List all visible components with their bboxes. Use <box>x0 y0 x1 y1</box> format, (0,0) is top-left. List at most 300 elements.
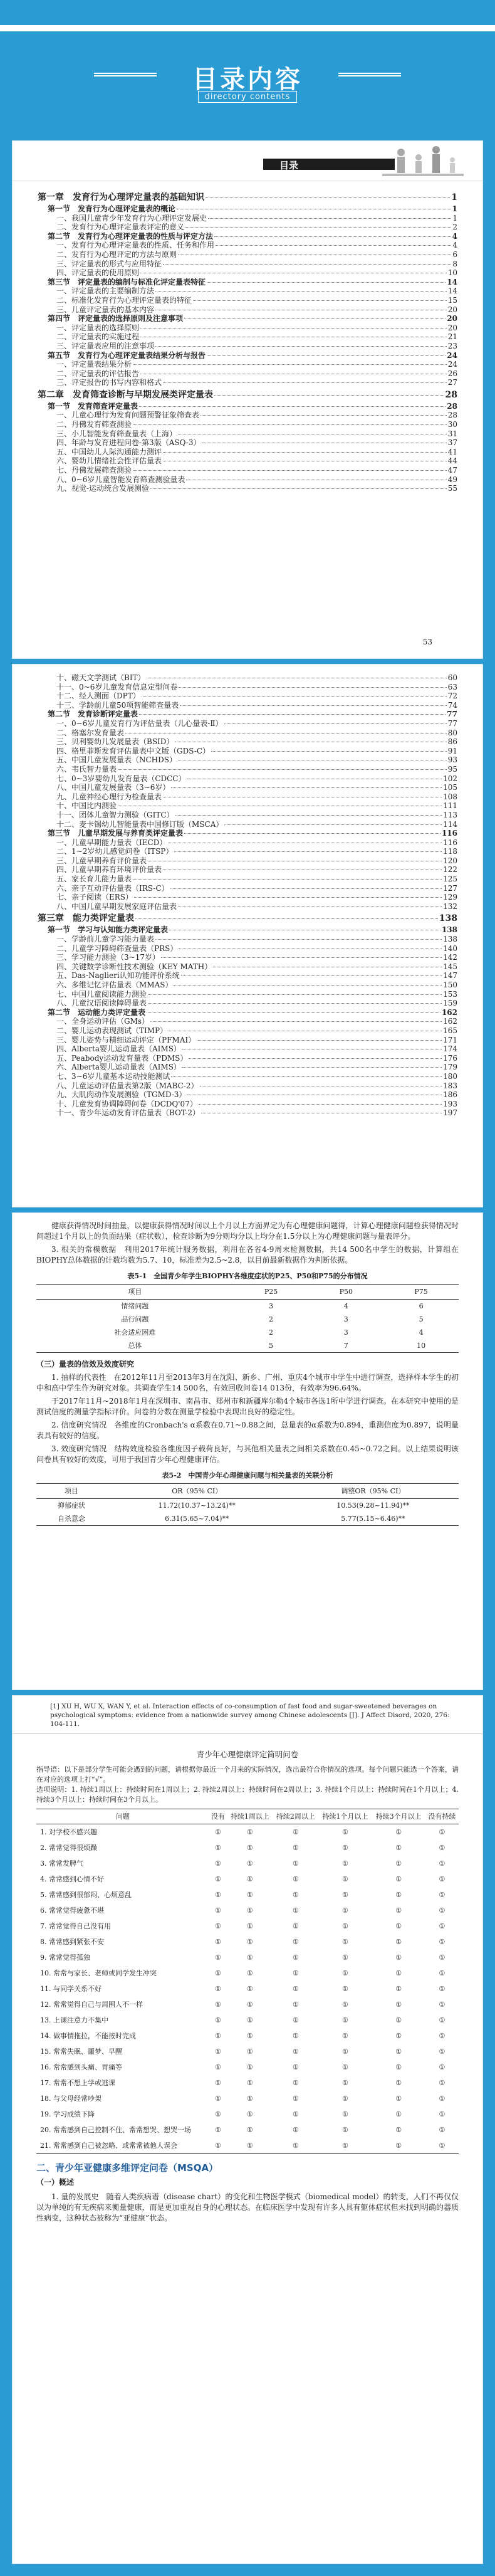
answer-option[interactable]: ① <box>292 1875 299 1883</box>
toc-dot-leader <box>206 197 450 198</box>
answer-option[interactable]: ① <box>439 1828 446 1836</box>
toc-entry-page: 77 <box>447 710 457 719</box>
answer-option[interactable]: ① <box>439 1969 446 1977</box>
answer-option[interactable]: ① <box>246 1953 253 1962</box>
answer-option[interactable]: ① <box>215 2032 221 2040</box>
table-cell: 品行问题 <box>121 1315 149 1323</box>
toc-dot-leader <box>185 227 451 228</box>
answer-option[interactable]: ① <box>292 1985 299 1993</box>
answer-option[interactable]: ① <box>439 2000 446 2009</box>
toc-entry[interactable] <box>38 475 457 485</box>
toc-entry[interactable] <box>38 429 457 439</box>
toc-entry-page: 74 <box>447 700 457 710</box>
answer-option[interactable]: ① <box>395 1922 402 1930</box>
page-number: 53 <box>422 638 432 647</box>
toc-dot-leader <box>224 723 447 724</box>
answer-option[interactable]: ① <box>292 2079 299 2087</box>
toc-entry[interactable] <box>38 971 457 980</box>
answer-option[interactable]: ① <box>246 2126 253 2134</box>
questionnaire-row <box>36 2122 459 2138</box>
answer-option[interactable]: ① <box>342 1985 348 1993</box>
toc-entry[interactable] <box>38 342 457 351</box>
answer-option[interactable]: ① <box>342 1875 348 1883</box>
toc-entry[interactable] <box>38 223 457 232</box>
table-cell: 4 <box>343 1302 348 1310</box>
toc-entry-title: 七、3~6岁儿童基本运动技能测试 <box>56 1071 170 1081</box>
answer-option[interactable]: ① <box>292 1859 299 1868</box>
toc-entry-page: 174 <box>443 1044 457 1054</box>
toc-entry[interactable] <box>38 1026 457 1036</box>
toc-entry[interactable] <box>38 305 457 315</box>
question-text: 3. 常常发脾气 <box>40 1859 83 1868</box>
toc-entry[interactable] <box>38 1063 457 1072</box>
toc-entry[interactable] <box>38 701 457 710</box>
answer-option[interactable]: ① <box>292 1828 299 1836</box>
toc-entry-title: 第三章 能力类评定量表 <box>38 913 134 924</box>
toc-section[interactable] <box>38 278 457 287</box>
toc-entry[interactable] <box>38 369 457 379</box>
toc-dot-leader <box>214 236 451 237</box>
toc-entry-title: 九、视觉-运动统合发展测验 <box>56 484 150 493</box>
toc-entry[interactable] <box>38 448 457 457</box>
family-silhouette-icon <box>376 144 470 181</box>
toc-entry-title: 第一节 发育筛查评定量表 <box>48 401 138 411</box>
toc-entry[interactable] <box>38 411 457 420</box>
toc-entry-title: 二、婴儿运动表现测试（TIMP） <box>56 1026 168 1035</box>
answer-option[interactable]: ① <box>342 1953 348 1962</box>
toc-entry[interactable] <box>38 893 457 902</box>
answer-option[interactable]: ① <box>215 2016 221 2024</box>
answer-option[interactable]: ① <box>246 2032 253 2040</box>
toc-entry-page: 176 <box>443 1053 457 1063</box>
answer-option[interactable]: ① <box>372 2138 425 2154</box>
answer-option[interactable]: ① <box>215 1875 221 1883</box>
answer-option[interactable]: ① <box>439 1844 446 1852</box>
toc-entry[interactable] <box>38 1054 457 1063</box>
toc-entry[interactable] <box>38 774 457 784</box>
answer-option[interactable]: ① <box>246 2016 253 2024</box>
toc-entry[interactable] <box>38 332 457 342</box>
answer-option[interactable]: ① <box>439 2110 446 2118</box>
toc-entry-title: 十二、经人测面（DPT） <box>56 691 140 701</box>
answer-option[interactable]: ① <box>215 1985 221 1993</box>
toc-entry[interactable] <box>38 755 457 765</box>
toc-entry[interactable] <box>38 856 457 866</box>
answer-option[interactable]: ① <box>395 1906 402 1915</box>
answer-option[interactable]: ① <box>395 2110 402 2118</box>
answer-option[interactable]: ① <box>395 1969 402 1977</box>
toc-entry-title: 五、Peabody运动发育量表（PDMS） <box>56 1053 188 1063</box>
answer-option[interactable]: ① <box>215 2048 221 2056</box>
answer-option[interactable]: ① <box>395 1828 402 1836</box>
toc-entry[interactable] <box>38 360 457 369</box>
toc-entry-page: 28 <box>447 411 457 420</box>
answer-option[interactable]: ① <box>439 2079 446 2087</box>
toc-entry-page: 138 <box>439 913 457 924</box>
answer-option[interactable]: ① <box>292 2095 299 2103</box>
answer-option[interactable]: ① <box>342 2079 348 2087</box>
answer-option[interactable]: ① <box>342 2110 348 2118</box>
toc-entry-title: 十、磁天文学测试（BIT） <box>56 673 145 682</box>
toc-dot-leader <box>224 824 442 825</box>
answer-option[interactable]: ① <box>439 1906 446 1915</box>
toc-entry-title: 十一、青少年运动发育评估量表（BOT-2） <box>56 1108 201 1118</box>
answer-option[interactable]: ① <box>215 2063 221 2071</box>
answer-option[interactable]: ① <box>439 2063 446 2071</box>
toc-entry-title: 一、我国儿童青少年发育行为心理评定发展史 <box>56 213 207 223</box>
answer-option[interactable]: ① <box>439 1938 446 1946</box>
toc-entry[interactable] <box>38 296 457 305</box>
toc-section[interactable] <box>38 232 457 241</box>
table-row <box>36 1339 459 1353</box>
toc-entry-page: 108 <box>443 792 457 801</box>
toc-section[interactable] <box>38 314 457 323</box>
answer-option[interactable]: ① <box>215 1969 221 1977</box>
toc-entry-title: 九、大肌肉动作发展测验（TGMD-3） <box>56 1090 187 1100</box>
answer-option[interactable]: ① <box>292 2016 299 2024</box>
toc-entry-title: 二、评定量表的评估报告 <box>56 369 140 378</box>
answer-option[interactable]: ① <box>215 1891 221 1899</box>
toc-entry[interactable] <box>38 1100 457 1109</box>
answer-option[interactable]: ① <box>439 2095 446 2103</box>
toc-entry[interactable] <box>38 1044 457 1054</box>
answer-option[interactable]: ① <box>246 1938 253 1946</box>
toc-section[interactable] <box>38 1008 457 1017</box>
table-cell: 10.53(9.28~11.94)** <box>336 1501 410 1510</box>
header-top-bar <box>0 25 495 31</box>
toc-entry[interactable] <box>38 241 457 250</box>
toc-entry[interactable] <box>38 1036 457 1045</box>
answer-option[interactable]: ① <box>292 2063 299 2071</box>
answer-option[interactable]: ① <box>342 2032 348 2040</box>
answer-option[interactable]: ① <box>215 1906 221 1915</box>
toc-entry-title: 三、评定报告的书写内容和格式 <box>56 378 162 387</box>
toc-entry-title: 六、婴幼儿情绪社会性评估量表 <box>56 456 162 466</box>
toc-entry-page: 153 <box>443 989 457 999</box>
answer-option[interactable]: ① <box>246 2095 253 2103</box>
toc-section[interactable] <box>38 402 457 411</box>
toc-dot-leader <box>184 833 440 834</box>
answer-option[interactable]: ① <box>342 1828 348 1836</box>
toc-entry[interactable] <box>38 838 457 848</box>
toc-entry[interactable] <box>38 875 457 884</box>
answer-option[interactable]: ① <box>395 1859 402 1868</box>
toc-entry[interactable] <box>38 484 457 493</box>
toc-section[interactable] <box>38 204 457 214</box>
toc-entry-title: 十一、0~6岁儿童发育信息定型问卷 <box>56 682 178 691</box>
toc-section[interactable] <box>38 351 457 360</box>
answer-option[interactable]: ① <box>209 2138 227 2154</box>
answer-option[interactable]: ① <box>215 1938 221 1946</box>
toc-entry-page: 20 <box>447 305 457 314</box>
toc-entry[interactable] <box>38 884 457 893</box>
answer-option[interactable]: ① <box>292 2110 299 2118</box>
answer-option[interactable]: ① <box>246 1906 253 1915</box>
answer-option[interactable]: ① <box>342 1906 348 1915</box>
question-text: 17. 常常不想上学或逃课 <box>40 2079 115 2087</box>
answer-option[interactable]: ① <box>342 1844 348 1852</box>
toc-entry-page: 91 <box>447 746 457 755</box>
toc-entry-page: 60 <box>447 673 457 682</box>
toc-entry[interactable] <box>38 691 457 701</box>
answer-option[interactable]: ① <box>342 1891 348 1899</box>
answer-option[interactable]: ① <box>395 2032 402 2040</box>
toc-entry-title: 一、评定量表结果分析 <box>56 360 132 369</box>
answer-option[interactable]: ① <box>395 2063 402 2071</box>
toc-entry[interactable] <box>38 1108 457 1118</box>
toc-entry[interactable] <box>38 673 457 683</box>
toc-entry[interactable] <box>38 250 457 260</box>
answer-option[interactable]: ① <box>246 1922 253 1930</box>
answer-option[interactable]: ① <box>395 2048 402 2056</box>
toc-entry-page: 2 <box>452 223 457 232</box>
answer-option[interactable]: ① <box>439 1859 446 1868</box>
question-text: 13. 上课注意力不集中 <box>40 2016 108 2024</box>
answer-option[interactable]: ① <box>246 1844 253 1852</box>
answer-option[interactable]: ① <box>246 1969 253 1977</box>
toc-dot-leader <box>201 415 447 416</box>
answer-option[interactable]: ① <box>395 2000 402 2009</box>
answer-option[interactable]: ① <box>292 2032 299 2040</box>
toc-entry[interactable] <box>38 783 457 792</box>
answer-option[interactable]: ① <box>292 1938 299 1946</box>
question-text: 11. 与同学关系不好 <box>40 1985 102 1993</box>
answer-option[interactable]: ① <box>395 1985 402 1993</box>
answer-option[interactable]: ① <box>395 1844 402 1852</box>
answer-option[interactable]: ① <box>395 1953 402 1962</box>
toc-entry[interactable] <box>38 820 457 829</box>
toc-entry[interactable] <box>38 847 457 856</box>
toc-entry[interactable] <box>38 801 457 811</box>
answer-option[interactable]: ① <box>246 2110 253 2118</box>
table-header-cell: P75 <box>383 1285 459 1300</box>
answer-option[interactable]: ① <box>439 1985 446 1993</box>
table-cell: 2 <box>269 1328 274 1337</box>
toc-entry[interactable] <box>38 865 457 875</box>
toc-entry[interactable] <box>38 323 457 333</box>
answer-option[interactable]: ① <box>246 2000 253 2009</box>
toc-entry[interactable] <box>38 438 457 448</box>
toc-entry[interactable] <box>38 728 457 738</box>
toc-dot-leader <box>148 1003 442 1004</box>
toc-entry[interactable] <box>38 1081 457 1091</box>
toc-dot-leader <box>135 918 438 919</box>
toc-entry-page: 23 <box>447 341 457 350</box>
answer-option[interactable]: ① <box>215 2110 221 2118</box>
answer-option[interactable]: ① <box>395 2016 402 2024</box>
toc-entry-page: 10 <box>447 268 457 278</box>
answer-option[interactable]: ① <box>439 2126 446 2134</box>
questionnaire-row <box>36 2059 459 2075</box>
toc-entry-page: 93 <box>447 755 457 765</box>
toc-chapter[interactable] <box>38 913 457 924</box>
answer-option[interactable]: ① <box>342 2048 348 2056</box>
toc-entry-page: 20 <box>447 323 457 332</box>
toc-entry[interactable] <box>38 935 457 944</box>
toc-dot-leader <box>147 1012 440 1013</box>
toc-section[interactable] <box>38 925 457 935</box>
toc-entry-title: 二、发育行为心理评定量表评定的意义 <box>56 223 185 232</box>
toc-entry-page: 132 <box>443 902 457 911</box>
toc-entry[interactable] <box>38 287 457 296</box>
answer-option[interactable]: ① <box>395 2095 402 2103</box>
toc-entry[interactable] <box>38 1072 457 1081</box>
toc-entry[interactable] <box>38 980 457 990</box>
answer-option[interactable]: ① <box>439 1875 446 1883</box>
answer-option[interactable]: ① <box>246 2048 253 2056</box>
toc-entry-page: 21 <box>447 332 457 342</box>
toc-dot-leader <box>171 1076 442 1077</box>
answer-option[interactable]: ① <box>395 1891 402 1899</box>
answer-option[interactable]: ① <box>439 1891 446 1899</box>
toc-entry[interactable] <box>38 456 457 466</box>
answer-option[interactable]: ① <box>292 2126 299 2134</box>
answer-option[interactable]: ① <box>215 1859 221 1868</box>
toc-entry[interactable] <box>38 466 457 475</box>
toc-entry[interactable] <box>38 683 457 692</box>
toc-entry-title: 一、发育行为心理评定量表的性质、任务和作用 <box>56 241 215 250</box>
answer-option[interactable]: ① <box>342 1938 348 1946</box>
answer-option[interactable]: ① <box>215 1844 221 1852</box>
toc-entry[interactable] <box>38 999 457 1008</box>
toc-dot-leader <box>216 245 451 246</box>
answer-option[interactable]: ① <box>215 2126 221 2134</box>
toc-entry[interactable] <box>38 811 457 820</box>
answer-option[interactable]: ① <box>292 1844 299 1852</box>
questionnaire-row <box>36 1871 459 1887</box>
toc-chapter[interactable] <box>38 192 457 203</box>
answer-option[interactable]: ① <box>342 2016 348 2024</box>
toc-entry[interactable] <box>38 268 457 278</box>
doc-body-1 <box>13 1213 482 1533</box>
toc-entry-title: 一、全身运动评估（GMs） <box>56 1017 150 1026</box>
answer-option[interactable]: ① <box>292 2048 299 2056</box>
toc-entry-page: 113 <box>443 810 457 819</box>
toc-entry[interactable] <box>38 1090 457 1100</box>
answer-option[interactable]: ① <box>246 2079 253 2087</box>
answer-option[interactable]: ① <box>395 1875 402 1883</box>
questionnaire-row <box>36 2012 459 2028</box>
toc-entry[interactable] <box>38 765 457 774</box>
table-header-cell: 持续1周以上 <box>227 1809 273 1824</box>
table-cell: 11.72(10.37~13.24)** <box>158 1501 236 1510</box>
answer-option[interactable]: ① <box>292 2000 299 2009</box>
toc-entry[interactable] <box>38 747 457 756</box>
table-header-cell: 项目 <box>36 1484 107 1499</box>
toc-entry-title: 七、中国儿童阅读能力测验 <box>56 989 147 999</box>
toc-entry-title: 三、贝利婴幼儿发展量表（BSID） <box>56 737 174 747</box>
toc-entry-title: 六、韦氏智力量表 <box>56 764 117 774</box>
answer-option[interactable]: ① <box>215 2000 221 2009</box>
paragraph: 2. 信度研究情况 各维度的Cronbach's α系数在0.71~0.88之间，总量表的α系数为0.894，重测信度为0.897，说明量表具有较好的信度。 <box>36 1421 459 1440</box>
toc-section[interactable] <box>38 829 457 838</box>
toc-entry-title: 五、中国儿童发展量表（NCHDS） <box>56 755 177 765</box>
answer-option[interactable]: ① <box>342 2000 348 2009</box>
answer-option[interactable]: ① <box>342 2095 348 2103</box>
question-text: 16. 常常感到头痛、胃痛等 <box>40 2063 122 2071</box>
toc-entry[interactable] <box>38 1017 457 1026</box>
toc-entry[interactable] <box>38 719 457 728</box>
toc-entry-page: 120 <box>443 856 457 865</box>
answer-option[interactable]: ① <box>246 1859 253 1868</box>
answer-option[interactable]: ① <box>273 2138 318 2154</box>
answer-option[interactable]: ① <box>215 2079 221 2087</box>
toc-entry-page: 125 <box>443 875 457 884</box>
table-cell: 5 <box>419 1315 424 1323</box>
toc-entry[interactable] <box>38 260 457 269</box>
toc-entry[interactable] <box>38 420 457 429</box>
toc-entry[interactable] <box>38 944 457 954</box>
toc-entry-title: 十、儿童发育协调障碍问卷（DCDQ'07） <box>56 1099 197 1108</box>
toc-entry-page: 15 <box>447 295 457 305</box>
answer-option[interactable]: ① <box>439 1953 446 1962</box>
answer-option[interactable]: ① <box>292 1969 299 1977</box>
answer-option[interactable]: ① <box>342 1922 348 1930</box>
toc-chapter[interactable] <box>38 390 457 401</box>
toc-entry-title: 八、儿童汉语阅读障碍量表 <box>56 999 147 1008</box>
answer-option[interactable]: ① <box>439 2032 446 2040</box>
answer-option[interactable]: ① <box>292 1906 299 1915</box>
questionnaire-row <box>36 1997 459 2012</box>
answer-option[interactable]: ① <box>439 2016 446 2024</box>
answer-option[interactable]: ① <box>342 1969 348 1977</box>
answer-option[interactable]: ① <box>246 1891 253 1899</box>
subtitle-label: directory contents <box>198 91 298 103</box>
toc-entry[interactable] <box>38 953 457 962</box>
answer-option[interactable]: ① <box>246 2063 253 2071</box>
answer-option[interactable]: ① <box>292 1953 299 1962</box>
answer-option[interactable]: ① <box>395 2079 402 2087</box>
answer-option[interactable]: ① <box>246 1828 253 1836</box>
answer-option[interactable]: ① <box>246 1985 253 1993</box>
answer-option[interactable]: ① <box>215 1828 221 1836</box>
answer-option[interactable]: ① <box>292 1922 299 1930</box>
toc-entry[interactable] <box>38 378 457 387</box>
answer-option[interactable]: ① <box>395 2126 402 2134</box>
toc-entry[interactable] <box>38 962 457 972</box>
answer-option[interactable]: ① <box>439 1922 446 1930</box>
toc-entry[interactable] <box>38 737 457 747</box>
answer-option[interactable]: ① <box>342 2126 348 2134</box>
toc-dot-leader <box>197 1040 442 1041</box>
toc-entry-page: 95 <box>447 764 457 774</box>
answer-option[interactable]: ① <box>215 1922 221 1930</box>
toc-entry-title: 二、格塞尔发育量表 <box>56 728 125 737</box>
answer-option[interactable]: ① <box>425 2138 459 2154</box>
toc-entry[interactable] <box>38 792 457 802</box>
answer-option[interactable]: ① <box>215 2095 221 2103</box>
answer-option[interactable]: ① <box>342 1859 348 1868</box>
toc-entry[interactable] <box>38 214 457 223</box>
answer-option[interactable]: ① <box>227 2138 273 2154</box>
answer-option[interactable]: ① <box>439 2048 446 2056</box>
answer-option[interactable]: ① <box>215 1953 221 1962</box>
toc-entry-title: 第一节 学习与认知能力类评定量表 <box>48 925 169 935</box>
answer-option[interactable]: ① <box>395 1938 402 1946</box>
table-caption: 表5-1 全国青少年学生BIOPHY各维度症状的P25、P50和P75的分布情况 <box>127 1272 368 1280</box>
toc-entry[interactable] <box>38 902 457 912</box>
answer-option[interactable]: ① <box>292 1891 299 1899</box>
toc-entry-page: 28 <box>447 401 457 411</box>
toc-entry-page: 183 <box>443 1081 457 1090</box>
toc-section[interactable] <box>38 710 457 719</box>
toc-entry-page: 49 <box>447 475 457 484</box>
answer-option[interactable]: ① <box>246 1875 253 1883</box>
toc-entry[interactable] <box>38 990 457 999</box>
answer-option[interactable]: ① <box>342 2063 348 2071</box>
toc-entry-title: 三、学习能力测验（3~17岁） <box>56 953 160 962</box>
answer-option[interactable]: ① <box>318 2138 372 2154</box>
